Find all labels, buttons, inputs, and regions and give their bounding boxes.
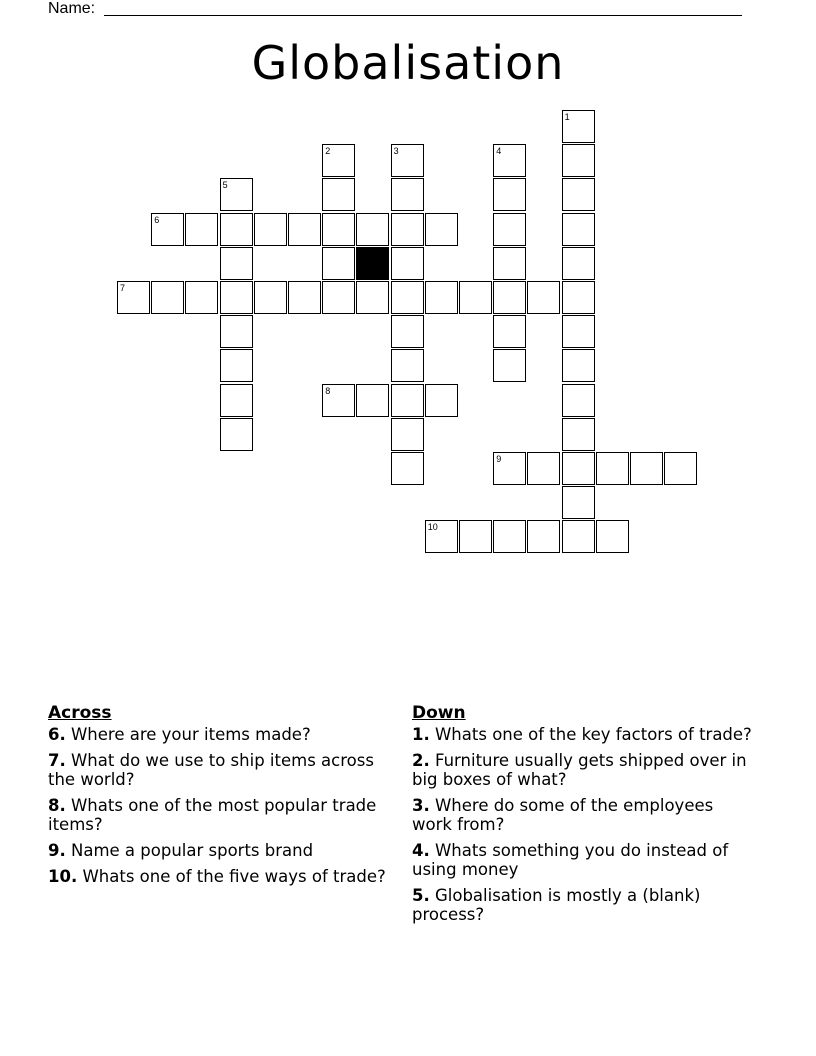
grid-cell[interactable] — [322, 384, 355, 417]
grid-cell[interactable] — [322, 178, 355, 211]
grid-cell[interactable] — [562, 452, 595, 485]
clue-number: 6. — [48, 725, 66, 744]
clue-text: What do we use to ship items across the world? — [48, 751, 374, 789]
clue-number: 2 — [325, 146, 331, 157]
clue-text: Furniture usually gets shipped over in big boxes of what? — [412, 751, 747, 789]
down-clue — [412, 796, 752, 834]
grid-cell[interactable] — [151, 213, 184, 246]
clue-number: 4 — [496, 146, 502, 157]
grid-cell[interactable] — [220, 247, 253, 280]
grid-cell[interactable] — [391, 213, 424, 246]
grid-cell[interactable] — [527, 281, 560, 314]
grid-cell[interactable] — [527, 520, 560, 553]
grid-cell[interactable] — [391, 452, 424, 485]
grid-cell[interactable] — [391, 349, 424, 382]
grid-cell[interactable] — [220, 281, 253, 314]
grid-cell[interactable] — [596, 520, 629, 553]
grid-cell[interactable] — [562, 110, 595, 143]
clue-number: 4. — [412, 841, 430, 860]
grid-cell[interactable] — [630, 452, 663, 485]
grid-cell[interactable] — [527, 452, 560, 485]
grid-cell[interactable] — [322, 247, 355, 280]
clue-text: Globalisation is mostly a (blank) process? — [412, 886, 701, 924]
grid-cell[interactable] — [185, 281, 218, 314]
across-clue — [48, 841, 388, 860]
clue-number: 9. — [48, 841, 66, 860]
across-clue-list — [48, 725, 388, 886]
clue-text: Whats one of the five ways of trade? — [77, 867, 386, 886]
clue-text: Where do some of the employees work from? — [412, 796, 714, 834]
grid-cell[interactable] — [220, 418, 253, 451]
grid-cell[interactable] — [220, 213, 253, 246]
clue-number: 7 — [120, 283, 126, 293]
grid-cell[interactable] — [562, 486, 595, 519]
grid-cell[interactable] — [391, 384, 424, 417]
grid-cell[interactable] — [322, 213, 355, 246]
grid-cell[interactable] — [117, 281, 150, 314]
grid-cell[interactable] — [493, 349, 526, 382]
clue-text: Whats one of the most popular trade items? — [48, 796, 377, 834]
grid-cell[interactable] — [562, 247, 595, 280]
clue-number: 2. — [412, 751, 430, 770]
grid-cell[interactable] — [562, 384, 595, 417]
clue-text: Where are your items made? — [65, 725, 311, 744]
grid-cell[interactable] — [356, 384, 389, 417]
grid-cell[interactable] — [288, 213, 321, 246]
grid-cell[interactable] — [493, 213, 526, 246]
grid-cell[interactable] — [220, 384, 253, 417]
clue-number: 8 — [325, 385, 331, 396]
clue-number: 10 — [427, 522, 438, 533]
down-clue-list — [412, 725, 752, 924]
grid-cell[interactable] — [391, 178, 424, 211]
clue-number: 3. — [412, 796, 430, 815]
clue-number: 9 — [496, 454, 502, 464]
down-clue — [412, 751, 752, 789]
grid-cell[interactable] — [596, 452, 629, 485]
grid-cell[interactable] — [562, 315, 595, 348]
grid-cell[interactable] — [322, 281, 355, 314]
across-clue — [48, 725, 388, 744]
grid-cell[interactable] — [493, 281, 526, 314]
grid-cell[interactable] — [562, 178, 595, 211]
clue-number: 1 — [564, 112, 570, 122]
grid-cell[interactable] — [220, 178, 253, 211]
grid-cell[interactable] — [288, 281, 321, 314]
across-clue — [48, 867, 388, 886]
grid-cell[interactable] — [151, 281, 184, 314]
grid-cell[interactable] — [254, 213, 287, 246]
clue-number: 10. — [48, 867, 78, 886]
clue-number: 7. — [48, 751, 66, 770]
grid-cell[interactable] — [220, 315, 253, 348]
grid-cell[interactable] — [562, 213, 595, 246]
grid-cell[interactable] — [459, 520, 492, 553]
across-clues — [48, 703, 388, 893]
clue-text: Name a popular sports brand — [65, 841, 314, 860]
grid-cell[interactable] — [562, 349, 595, 382]
down-clue — [412, 886, 752, 924]
grid-cell[interactable] — [493, 247, 526, 280]
grid-cell[interactable] — [562, 520, 595, 553]
grid-cell[interactable] — [391, 144, 424, 177]
grid-cell[interactable] — [322, 144, 355, 177]
grid-cell[interactable] — [425, 520, 458, 553]
grid-cell[interactable] — [459, 281, 492, 314]
across-clue — [48, 751, 388, 789]
grid-cell[interactable] — [493, 178, 526, 211]
down-clue — [412, 841, 752, 879]
clue-number: 3 — [393, 146, 399, 157]
across-clue — [48, 796, 388, 834]
grid-cell[interactable] — [391, 247, 424, 280]
grid-cell[interactable] — [391, 281, 424, 314]
down-clue — [412, 725, 752, 744]
grid-cell[interactable] — [425, 384, 458, 417]
across-heading: Across — [48, 703, 112, 723]
grid-cell[interactable] — [356, 281, 389, 314]
grid-cell[interactable] — [220, 349, 253, 382]
grid-cell[interactable] — [391, 418, 424, 451]
clue-text: Whats one of the key factors of trade? — [429, 725, 752, 744]
clue-text: Whats something you do instead of using money — [412, 841, 729, 879]
grid-cell[interactable] — [425, 213, 458, 246]
grid-cell[interactable] — [493, 315, 526, 348]
down-heading: Down — [412, 703, 466, 723]
clue-number: 5. — [412, 886, 430, 905]
grid-cell[interactable] — [391, 315, 424, 348]
grid-cell[interactable] — [562, 144, 595, 177]
grid-cell[interactable] — [425, 281, 458, 314]
grid-cell[interactable] — [493, 452, 526, 485]
grid-cell[interactable] — [185, 213, 218, 246]
grid-cell[interactable] — [493, 144, 526, 177]
down-clues — [412, 703, 752, 931]
grid-cell[interactable] — [562, 281, 595, 314]
grid-cell[interactable] — [254, 281, 287, 314]
grid-cell[interactable] — [562, 418, 595, 451]
blocked-cell — [356, 247, 389, 280]
clue-number: 5 — [222, 180, 228, 191]
clue-number: 1. — [412, 725, 430, 744]
page-title: Globalisation — [251, 36, 565, 90]
name-label: Name: — [48, 0, 96, 17]
clue-number: 8. — [48, 796, 66, 815]
grid-cell[interactable] — [356, 213, 389, 246]
grid-cell[interactable] — [493, 520, 526, 553]
clue-number: 6 — [154, 214, 160, 225]
grid-cell[interactable] — [664, 452, 697, 485]
